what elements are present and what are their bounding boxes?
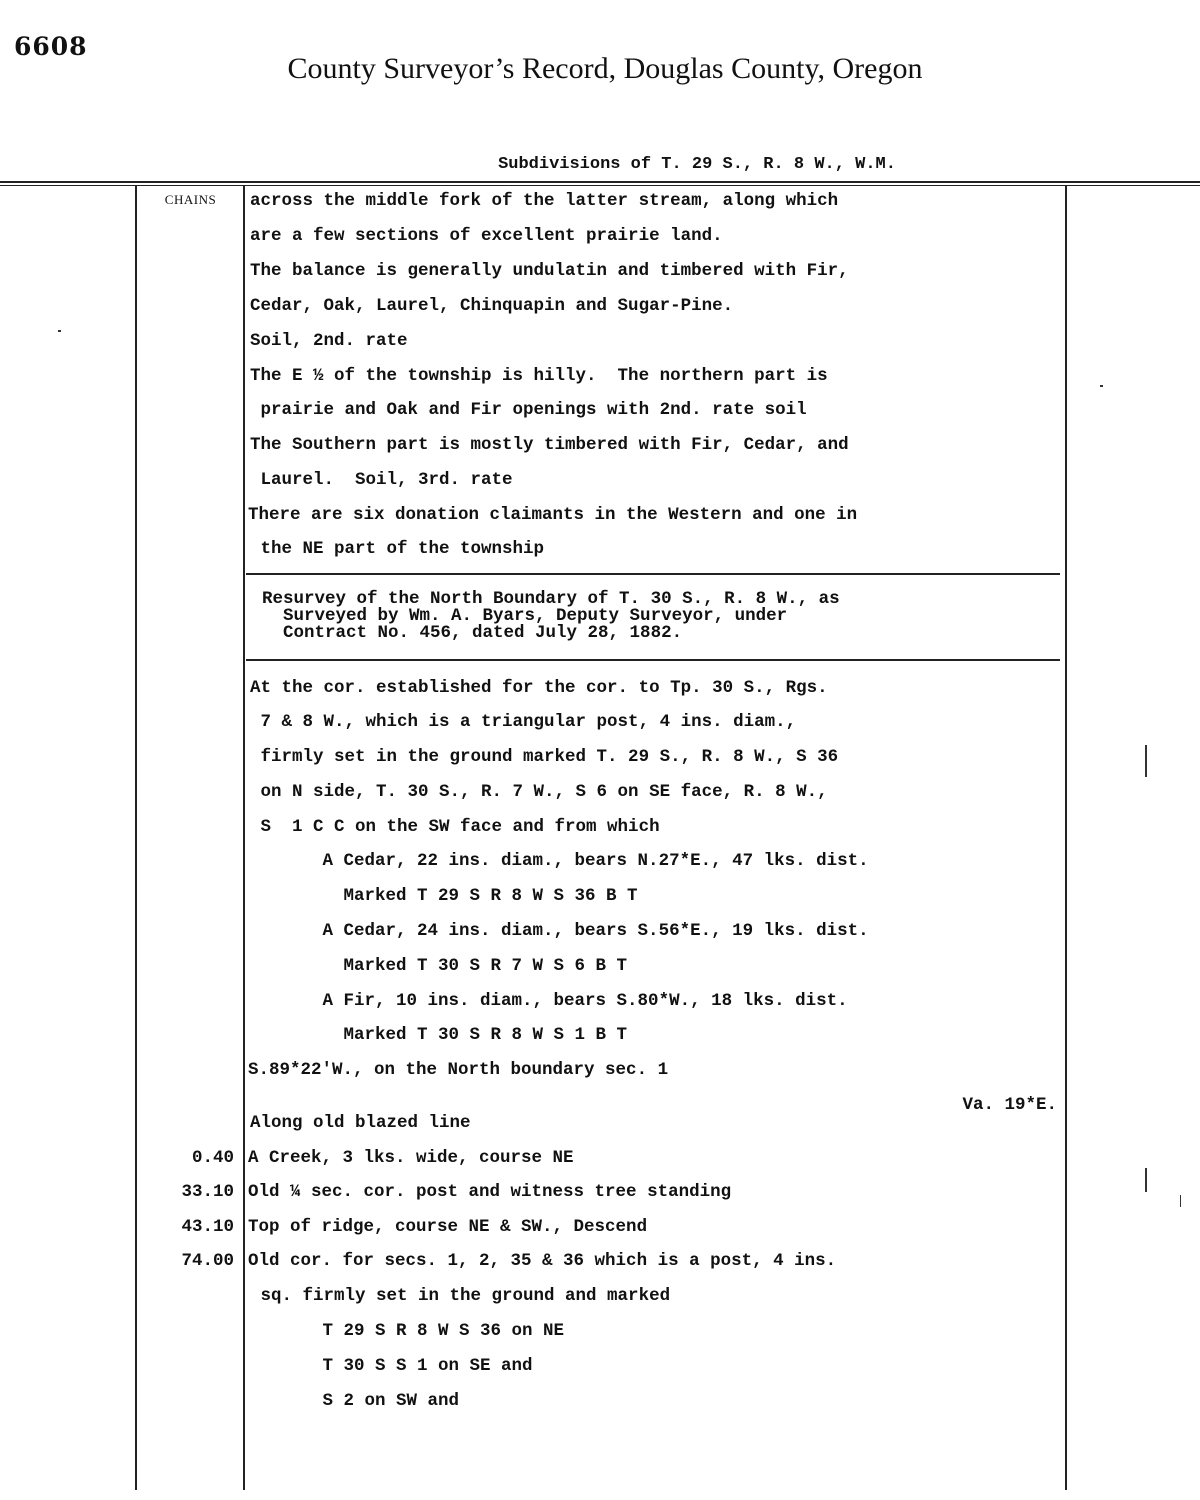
scan-speck — [1145, 1168, 1147, 1192]
scan-speck — [1180, 1195, 1181, 1207]
corner-line: firmly set in the ground marked T. 29 S., R. 8 W., S 36 — [250, 747, 839, 767]
description-line: Laurel. Soil, 3rd. rate — [250, 470, 513, 490]
chain-value: 43.10 — [181, 1217, 234, 1237]
along-line-note: Along old blazed line — [250, 1113, 471, 1133]
description-line: The Southern part is mostly timbered with Fir, Cedar, and — [250, 435, 849, 455]
description-line: across the middle fork of the latter stream, along which — [250, 191, 839, 211]
course-line: S.89*22'W., on the North boundary sec. 1 — [248, 1060, 669, 1080]
marking-line: T 30 S S 1 on SE and — [270, 1356, 533, 1376]
description-line: Soil, 2nd. rate — [250, 331, 408, 351]
marking-line: T 29 S R 8 W S 36 on NE — [270, 1321, 565, 1341]
corner-line: S 1 C C on the SW face and from which — [250, 817, 660, 837]
scan-speck — [1100, 385, 1103, 387]
description-line: There are six donation claimants in the Western and one in — [248, 505, 858, 525]
marking-line: S 2 on SW and — [270, 1391, 460, 1411]
corner-line: on N side, T. 30 S., R. 7 W., S 6 on SE face, R. 8 W., — [250, 782, 828, 802]
township-subtitle: Subdivisions of T. 29 S., R. 8 W., W.M. — [498, 155, 896, 174]
description-line: are a few sections of excellent prairie land. — [250, 226, 723, 246]
corner-line: 7 & 8 W., which is a triangular post, 4 ins. diam., — [250, 712, 797, 732]
section-divider-top — [246, 573, 1060, 575]
chain-value: 33.10 — [181, 1182, 234, 1202]
chains-column-header: CHAINS — [164, 192, 217, 207]
variation-note: Va. 19*E. — [962, 1095, 1057, 1115]
description-column-right-rule — [1065, 186, 1067, 1490]
header-rule-top — [0, 181, 1200, 183]
bearing-tree-line: A Cedar, 22 ins. diam., bears N.27*E., 47 lks. dist. — [270, 851, 869, 871]
description-line: The balance is generally undulatin and timbered with Fir, — [250, 261, 849, 281]
scan-speck — [58, 330, 61, 332]
entry-text: Old cor. for secs. 1, 2, 35 & 36 which is a post, 4 ins. — [248, 1251, 837, 1271]
chain-value: 74.00 — [181, 1251, 234, 1271]
chain-value: 0.40 — [191, 1148, 234, 1168]
entry-text: Top of ridge, course NE & SW., Descend — [248, 1217, 648, 1237]
bearing-tree-marking: Marked T 29 S R 8 W S 36 B T — [270, 886, 638, 906]
resurvey-heading: Resurvey of the North Boundary of T. 30 S., R. 8 W., as Surveyed by Wm. A. Byars, Deputy Surveyor, under Contract No. 456, dated July 28, 1882. — [262, 589, 840, 643]
scan-speck — [1145, 745, 1147, 777]
bearing-tree-marking: Marked T 30 S R 8 W S 1 B T — [270, 1025, 628, 1045]
chains-column-right-rule — [243, 186, 245, 1490]
chains-column-left-rule — [135, 186, 137, 1490]
entry-text: A Creek, 3 lks. wide, course NE — [248, 1148, 574, 1168]
description-line: the NE part of the township — [250, 539, 545, 559]
bearing-tree-line: A Cedar, 24 ins. diam., bears S.56*E., 19 lks. dist. — [270, 921, 869, 941]
description-line: The E ½ of the township is hilly. The northern part is — [250, 366, 828, 386]
header-rule-bottom — [0, 185, 1200, 186]
description-line: Cedar, Oak, Laurel, Chinquapin and Sugar-Pine. — [250, 296, 734, 316]
entry-text: Old ¼ sec. cor. post and witness tree standing — [248, 1182, 732, 1202]
page-number: 6608 — [14, 32, 88, 61]
section-divider-bottom — [246, 659, 1060, 661]
bearing-tree-marking: Marked T 30 S R 7 W S 6 B T — [270, 956, 628, 976]
page-title: County Surveyor’s Record, Douglas County, Oregon — [287, 52, 923, 85]
entry-continuation: sq. firmly set in the ground and marked — [250, 1286, 671, 1306]
corner-line: At the cor. established for the cor. to Tp. 30 S., Rgs. — [250, 678, 828, 698]
description-line: prairie and Oak and Fir openings with 2nd. rate soil — [250, 400, 807, 420]
bearing-tree-line: A Fir, 10 ins. diam., bears S.80*W., 18 lks. dist. — [270, 991, 848, 1011]
